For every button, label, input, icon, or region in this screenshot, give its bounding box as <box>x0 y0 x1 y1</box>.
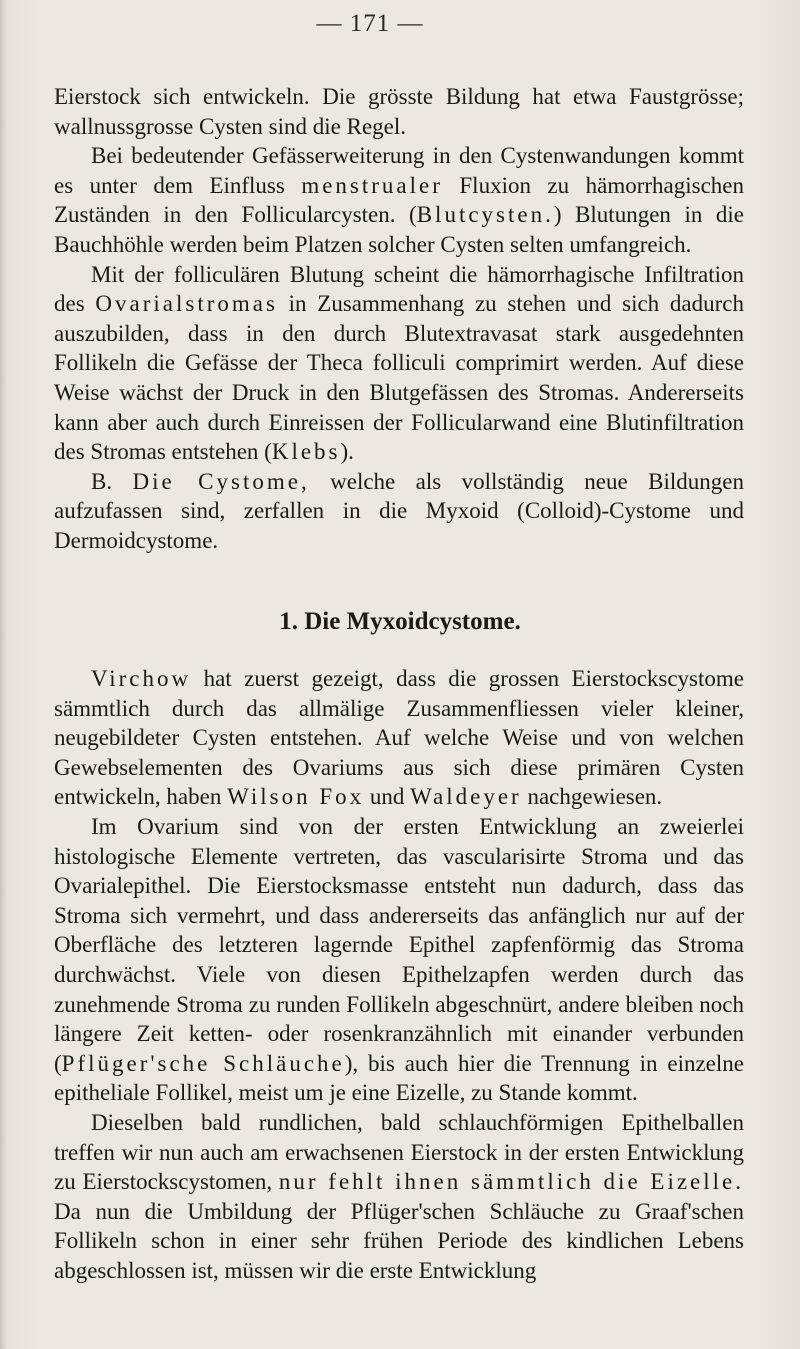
emphasized-text: Blutcysten. <box>416 202 554 228</box>
text-run: Fluxion zu hämorrhagischen Zuständen in den Follicularcysten. ( <box>54 172 745 228</box>
paragraph <box>54 1108 744 1286</box>
page-binding-edge <box>0 0 6 1349</box>
text-block-upper <box>54 82 744 556</box>
paragraph <box>54 141 744 259</box>
emphasized-text: Wilson Fox <box>227 784 365 810</box>
paragraph <box>54 664 744 812</box>
text-run: ), bis auch hier die Trennung in einzelne epitheliale Follikel, meist um je eine Eizelle, zu Stande kommt. <box>54 1050 744 1106</box>
paragraph <box>54 260 744 467</box>
emphasized-text: Klebs <box>271 439 341 465</box>
text-run: Im Ovarium sind von der ersten Entwicklung an zweierlei histologische Elemente vertreten, das vascularisirte Stroma und das Ovarialepithel. Die Eierstocksmasse entsteht nun dadurch, dass das Stroma sich vermehrt, und dass andererseits das anfänglich nur auf der Oberfläche des letzteren lagernde Epithel zapfenförmig das Stroma durchwächst. Viele von diesen Epithelzapfen werden durch das zunehmende Stroma zu runden Follikeln abgeschnürt, andere bleiben noch längere Zeit ketten- oder rosenkranzähnlich mit einander verbunden ( <box>54 813 744 1076</box>
emphasized-text: Waldeyer <box>410 784 522 810</box>
emphasized-text: Ovarialstromas <box>95 291 278 317</box>
text-run: nachgewiesen. <box>521 784 663 810</box>
emphasized-text: nur fehlt ihnen sämmtlich die Eizelle. <box>278 1169 744 1195</box>
paragraph: Eierstock sich entwickeln. Die grösste Bildung hat etwa Faustgrösse; wallnussgrosse Cysten sind die Regel. <box>54 84 744 139</box>
text-run: ). <box>340 439 354 465</box>
text-run: Dieselben bald rundlichen, bald schlauchförmigen Epithelballen treffen wir nun auch am erwachsenen Eierstock in der ersten Entwicklung zu Eierstockscystomen, <box>54 1109 744 1195</box>
paragraph <box>54 467 744 556</box>
text-run: B. <box>91 468 133 494</box>
text-run: welche als vollständig neue Bildungen aufzufassen sind, zerfallen in die Myxoid (Colloid)-Cystome und Dermoidcystome. <box>54 468 744 553</box>
paragraph <box>54 812 744 1108</box>
emphasized-text: Die Cystome, <box>132 468 310 494</box>
text-run: Da nun die Umbildung der Pflüger'schen Schläuche zu Graaf'schen Follikeln schon in einer sehr frühen Periode des kindlichen Lebens abgeschlossen ist, müssen wir die erste Entwicklung <box>54 1198 744 1283</box>
emphasized-text: Pflüger'sche Schläuche <box>61 1050 345 1076</box>
text-run: ) Blutungen in die Bauchhöhle werden beim Platzen solcher Cysten selten umfangreich. <box>54 202 744 257</box>
text-run: Bei bedeutender Gefässerweiterung in den Cystenwandungen kommt es unter dem Einfluss <box>54 143 744 198</box>
section-heading: 1. Die Myxoidcystome. <box>279 608 521 635</box>
text-run: und <box>364 784 411 810</box>
emphasized-text: menstrualer <box>301 172 443 198</box>
text-run: Mit der folliculären Blutung scheint die hämorrhagische Infiltration des <box>54 261 744 317</box>
text-run: in Zusammenhang zu stehen und sich dadurch auszubilden, dass in den durch Blutextravasat stark ausgedehnten Follikeln die Gefässe der Theca folliculi comprimirt werden. Auf diese Weise wächst der Druck in den Blutgefässen des Stromas. Andererseits kann aber auch durch Einreissen der Follicularwand eine Blutinfiltration des Stromas entstehen ( <box>54 291 744 465</box>
text-block-lower <box>54 664 744 1285</box>
text-run: hat zuerst gezeigt, dass die grossen Eierstockscystome sämmtlich durch das allmälige Zusammenfliessen vieler kleiner, neugebildeter Cysten entstehen. Auf welche Weise und von welchen Gewebselementen des Ovariums aus sich diese primären Cysten entwickeln, haben <box>54 666 744 810</box>
emphasized-text: Virchow <box>91 666 192 691</box>
page-number: — 171 — <box>316 10 424 37</box>
